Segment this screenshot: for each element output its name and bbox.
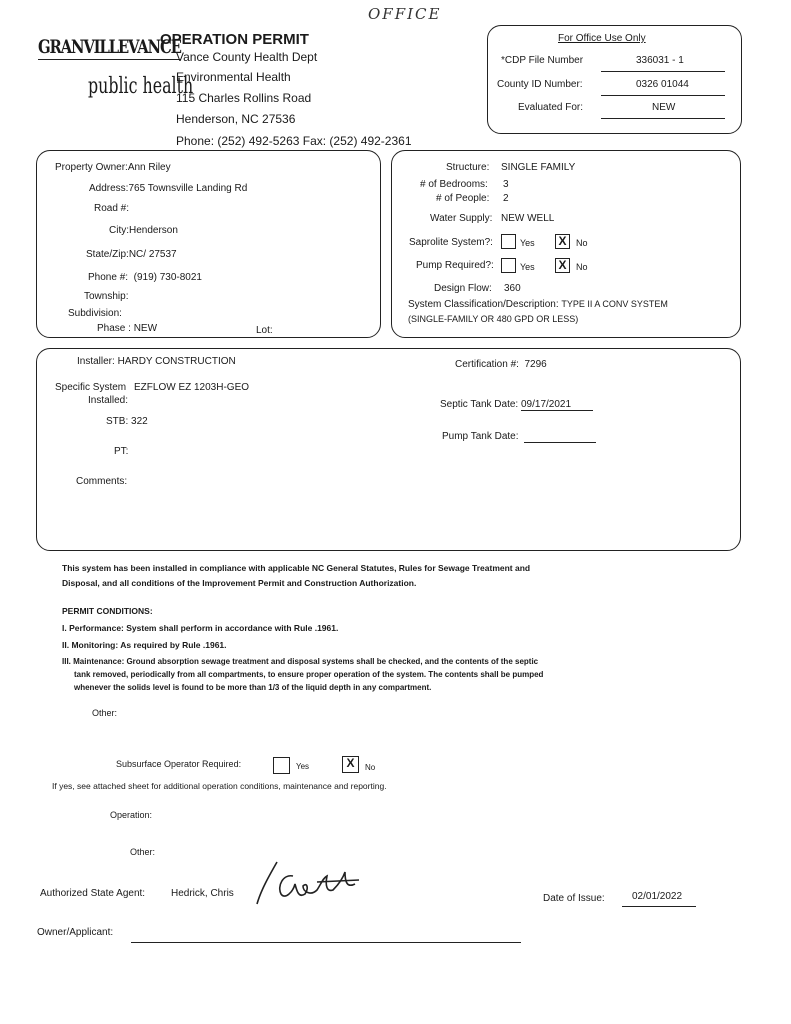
pump-label: Pump Required?:	[416, 260, 494, 271]
installer-label: Installer:	[77, 356, 115, 367]
stb-label: STB:	[106, 416, 129, 427]
system-value: EZFLOW EZ 1203H-GEO	[134, 382, 250, 393]
compliance-line-1: This system has been installed in compliance with applicable NC General Statutes, Rules for Sewage Treatment and	[62, 563, 531, 573]
logo-public-health: public health	[88, 74, 194, 99]
county-underline	[601, 95, 725, 96]
eval-value: NEW	[652, 102, 676, 113]
cdp-value: 336031 - 1	[636, 55, 684, 66]
date-value: 02/01/2022	[632, 891, 683, 902]
comments-label: Comments:	[76, 476, 128, 487]
pump-tank-line	[524, 442, 596, 443]
pump-tank-label: Pump Tank Date:	[442, 431, 519, 442]
conditions-heading: PERMIT CONDITIONS:	[62, 606, 153, 616]
conditions-other-label: Other:	[92, 708, 118, 718]
condition-3a: III. Maintenance: Ground absorption sewage treatment and disposal systems shall be checked, and the contents of the septic	[62, 657, 539, 666]
owner-label-text: Property Owner:	[55, 162, 128, 173]
agent-label: Authorized State Agent:	[40, 888, 146, 899]
phase-row	[97, 323, 157, 334]
pump-yes-checkbox[interactable]	[501, 258, 516, 273]
stb-value: 322	[131, 416, 148, 427]
city-value: Henderson	[129, 225, 178, 236]
system-label-1: Specific System	[55, 382, 127, 393]
water-value: NEW WELL	[501, 213, 555, 224]
structure-label: Structure:	[446, 162, 490, 173]
county-label: County ID Number:	[497, 79, 583, 90]
condition-1: I. Performance: System shall perform in accordance with Rule .1961.	[62, 623, 339, 633]
dept-name: Vance County Health Dept	[176, 50, 318, 64]
operator-no-checkbox[interactable]: X	[342, 756, 359, 773]
classification-value-2: (SINGLE-FAMILY OR 480 GPD OR LESS)	[408, 314, 579, 324]
water-label: Water Supply:	[430, 213, 493, 224]
permit-title: OPERATION PERMIT	[160, 31, 309, 48]
saprolite-no-checkbox[interactable]: X	[555, 234, 570, 249]
people-label: # of People:	[436, 193, 490, 204]
pt-label: PT:	[114, 446, 129, 457]
township-label: Township:	[84, 291, 129, 302]
cdp-label: *CDP File Number	[501, 55, 584, 66]
saprolite-no-label: No	[576, 238, 588, 248]
install-box	[36, 348, 741, 551]
dept-address: 115 Charles Rollins Road	[176, 91, 312, 105]
cdp-underline	[601, 71, 725, 72]
flow-value: 360	[504, 283, 521, 294]
pump-no-checkbox[interactable]: X	[555, 258, 570, 273]
eval-label: Evaluated For:	[518, 102, 584, 113]
bedrooms-label: # of Bedrooms:	[420, 179, 488, 190]
phone-label: Phone #:	[88, 272, 129, 283]
septic-label: Septic Tank Date:	[440, 399, 519, 410]
stb-row	[106, 416, 148, 427]
date-underline	[622, 906, 696, 907]
phase-label: Phase :	[97, 323, 131, 334]
division-name: Environmental Health	[176, 70, 291, 84]
dept-city: Henderson, NC 27536	[176, 112, 296, 126]
logo-granville-vance: GRANVILLEVANCE	[38, 36, 181, 58]
condition-3c: whenever the solids level is found to be more than 1/3 of the liquid depth in any compartment.	[74, 683, 432, 692]
statezip-value: NC/ 27537	[128, 249, 177, 260]
saprolite-yes-checkbox[interactable]	[501, 234, 516, 249]
condition-2: II. Monitoring: As required by Rule .1961.	[62, 640, 227, 650]
dept-phone: Phone: (252) 492-5263 Fax: (252) 492-2361	[176, 134, 412, 148]
lot-label: Lot:	[256, 325, 273, 336]
operator-other-label: Other:	[130, 847, 156, 857]
eval-underline	[601, 118, 725, 119]
county-value: 0326 01044	[636, 79, 689, 90]
pump-yes-label: Yes	[520, 262, 535, 272]
classification-value: TYPE II A CONV SYSTEM	[561, 299, 668, 309]
road-label: Road #:	[94, 203, 130, 214]
operator-yes-label: Yes	[296, 762, 310, 771]
subdivision-label: Subdivision:	[68, 308, 122, 319]
cert-row	[455, 359, 547, 370]
pump-no-label: No	[576, 262, 588, 272]
office-use-title: For Office Use Only	[558, 33, 646, 44]
operator-no-label: No	[365, 763, 376, 772]
operation-label: Operation:	[110, 810, 153, 820]
operator-yes-checkbox[interactable]	[273, 757, 290, 774]
structure-value: SINGLE FAMILY	[501, 162, 576, 173]
address-label: Address:	[89, 183, 129, 194]
saprolite-yes-label: Yes	[520, 238, 535, 248]
address-value: 765 Townsville Landing Rd	[128, 183, 248, 194]
phase-value: NEW	[133, 323, 158, 334]
system-label-2: Installed:	[88, 395, 129, 406]
agent-name: Hedrick, Chris	[171, 888, 234, 899]
owner-applicant-label: Owner/Applicant:	[37, 927, 114, 938]
compliance-line-2: Disposal, and all conditions of the Improvement Permit and Construction Authorization.	[62, 578, 417, 588]
bedrooms-value: 3	[503, 179, 509, 190]
owner-applicant-line	[131, 942, 521, 943]
operator-note: If yes, see attached sheet for additional operation conditions, maintenance and reporting.	[52, 781, 387, 791]
owner-label	[55, 162, 171, 173]
statezip-label: State/Zip:	[86, 249, 129, 260]
installer-row	[77, 356, 236, 367]
people-value: 2	[503, 193, 509, 204]
office-stamp: OFFICE	[368, 5, 442, 23]
operator-label: Subsurface Operator Required:	[116, 759, 242, 769]
installer-value: HARDY CONSTRUCTION	[117, 356, 236, 367]
city-row	[109, 225, 178, 236]
owner-value: Ann Riley	[127, 162, 171, 173]
septic-row	[440, 399, 593, 411]
city-label: City:	[109, 225, 129, 236]
saprolite-label: Saprolite System?:	[409, 237, 493, 248]
date-label: Date of Issue:	[543, 893, 605, 904]
agent-signature	[247, 858, 367, 908]
classification-label: System Classification/Description:	[408, 299, 559, 310]
septic-value: 09/17/2021	[521, 399, 593, 411]
classification-row	[408, 299, 668, 310]
flow-label: Design Flow:	[434, 283, 492, 294]
cert-label: Certification #:	[455, 359, 519, 370]
address-row	[89, 183, 247, 194]
statezip-row	[86, 249, 177, 260]
cert-value: 7296	[524, 359, 547, 370]
condition-3b: tank removed, periodically from all compartments, to ensure proper operation of the system. The contents shall be pumped	[74, 670, 544, 679]
phone-value: (919) 730-8021	[133, 272, 202, 283]
phone-row	[88, 272, 202, 283]
